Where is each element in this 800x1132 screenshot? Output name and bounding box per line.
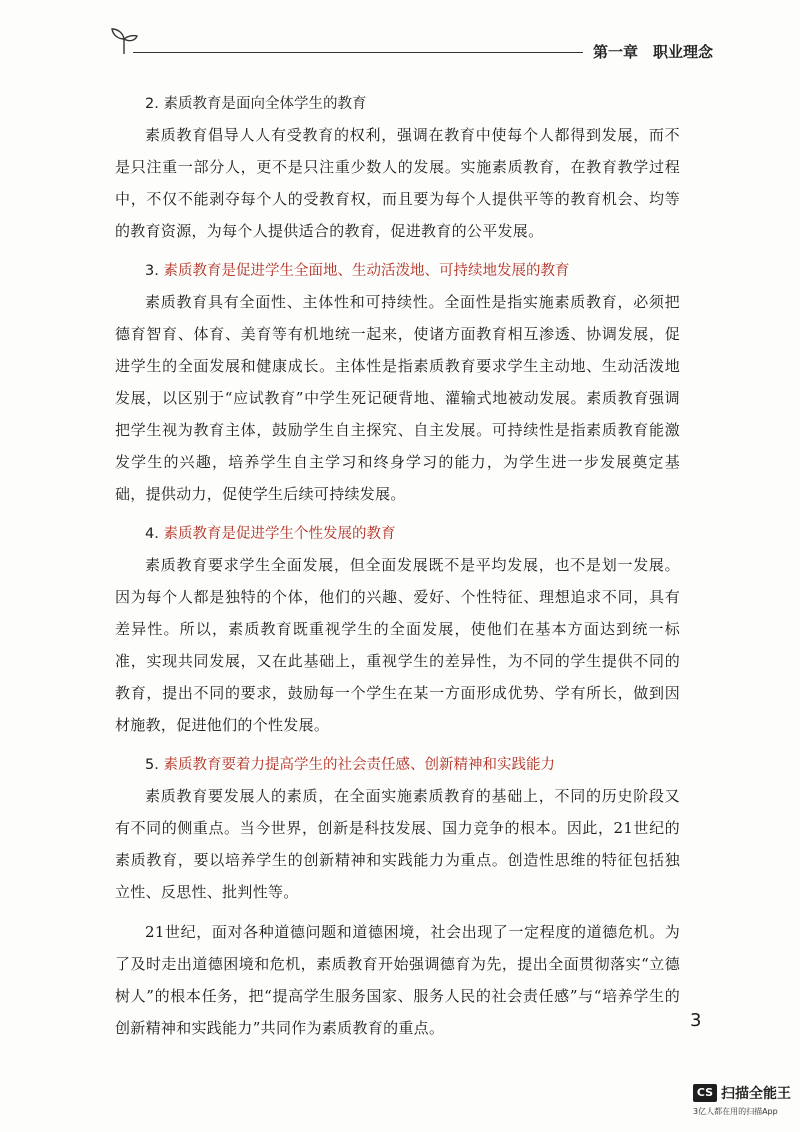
section-paragraph: 21世纪，面对各种道德问题和道德困境，社会出现了一定程度的道德危机。为了及时走出道德困境和危机，素质教育开始强调德育为先，提出全面贯彻落实“立德树人”的根本任务，把“提高学生服务国家、服务人民的社会责任感”与“培养学生的创新精神和实践能力”共同作为素质教育的重点。 [115, 923, 680, 1037]
main-content [115, 80, 680, 1044]
section-paragraph: 素质教育倡导人人有受教育的权利，强调在教育中使每个人都得到发展，而不是只注重一部分人，更不是只注重少数人的发展。实施素质教育，在教育教学过程中，不仅不能剥夺每个人的受教育权，而且要为每个人提供平等的教育机会、均等的教育资源，为每个人提供适合的教育，促进教育的公平发展。 [115, 126, 680, 240]
section-heading-3: 3. 素质教育是促进学生全面地、生动活泼地、可持续地发展的教育 [145, 263, 570, 279]
section-paragraph: 素质教育要求学生全面发展，但全面发展既不是平均发展，也不是划一发展。因为每个人都是独特的个体，他们的兴趣、爱好、个性特征、理想追求不同，具有差异性。所以，素质教育既重视学生的全面发展，使他们在基本方面达到统一标准，实现共同发展，又在此基础上，重视学生的差异性，为不同的学生提供不同的教育，提出不同的要求，鼓励每一个学生在某一方面形成优势、学有所长，做到因材施教，促进他们的个性发展。 [115, 556, 680, 734]
section-title: 素质教育是促进学生全面地、生动活泼地、可持续地发展的教育 [163, 263, 570, 279]
watermark-tagline: 3亿人都在用的扫描App [693, 1107, 778, 1116]
page-number: 3 [690, 1010, 702, 1031]
section-heading-4: 4. 素质教育是促进学生个性发展的教育 [145, 526, 396, 542]
section-title: 素质教育是促进学生个性发展的教育 [163, 526, 396, 542]
header-rule [133, 52, 583, 53]
section-heading-5: 5. 素质教育要着力提高学生的社会责任感、创新精神和实践能力 [145, 757, 555, 773]
chapter-title: 第一章 职业理念 [593, 43, 714, 61]
section-paragraph: 素质教育要发展人的素质，在全面实施素质教育的基础上，不同的历史阶段又有不同的侧重点。当今世界，创新是科技发展、国力竞争的根本。因此，21世纪的素质教育，要以培养学生的创新精神和实践能力为重点。创造性思维的特征包括独立性、反思性、批判性等。 [115, 787, 680, 901]
section-title: 素质教育要着力提高学生的社会责任感、创新精神和实践能力 [163, 757, 555, 773]
page-header [0, 0, 800, 70]
watermark-brand: 扫描全能王 [721, 1086, 791, 1102]
scanner-watermark [693, 1082, 793, 1124]
camscanner-logo-icon: CS [693, 1084, 717, 1102]
section-title: 素质教育是面向全体学生的教育 [163, 96, 367, 112]
section-heading-2: 2. 素质教育是面向全体学生的教育 [145, 96, 367, 112]
section-paragraph: 素质教育具有全面性、主体性和可持续性。全面性是指实施素质教育，必须把德育智育、体育、美育等有机地统一起来，使诸方面教育相互渗透、协调发展，促进学生的全面发展和健康成长。主体性是指素质教育要求学生主动地、生动活泼地发展，以区别于“应试教育”中学生死记硬背地、灌输式地被动发展。素质教育强调把学生视为教育主体，鼓励学生自主探究、自主发展。可持续性是指素质教育能激发学生的兴趣，培养学生自主学习和终身学习的能力，为学生进一步发展奠定基础，提供动力，促使学生后续可持续发展。 [115, 293, 680, 503]
